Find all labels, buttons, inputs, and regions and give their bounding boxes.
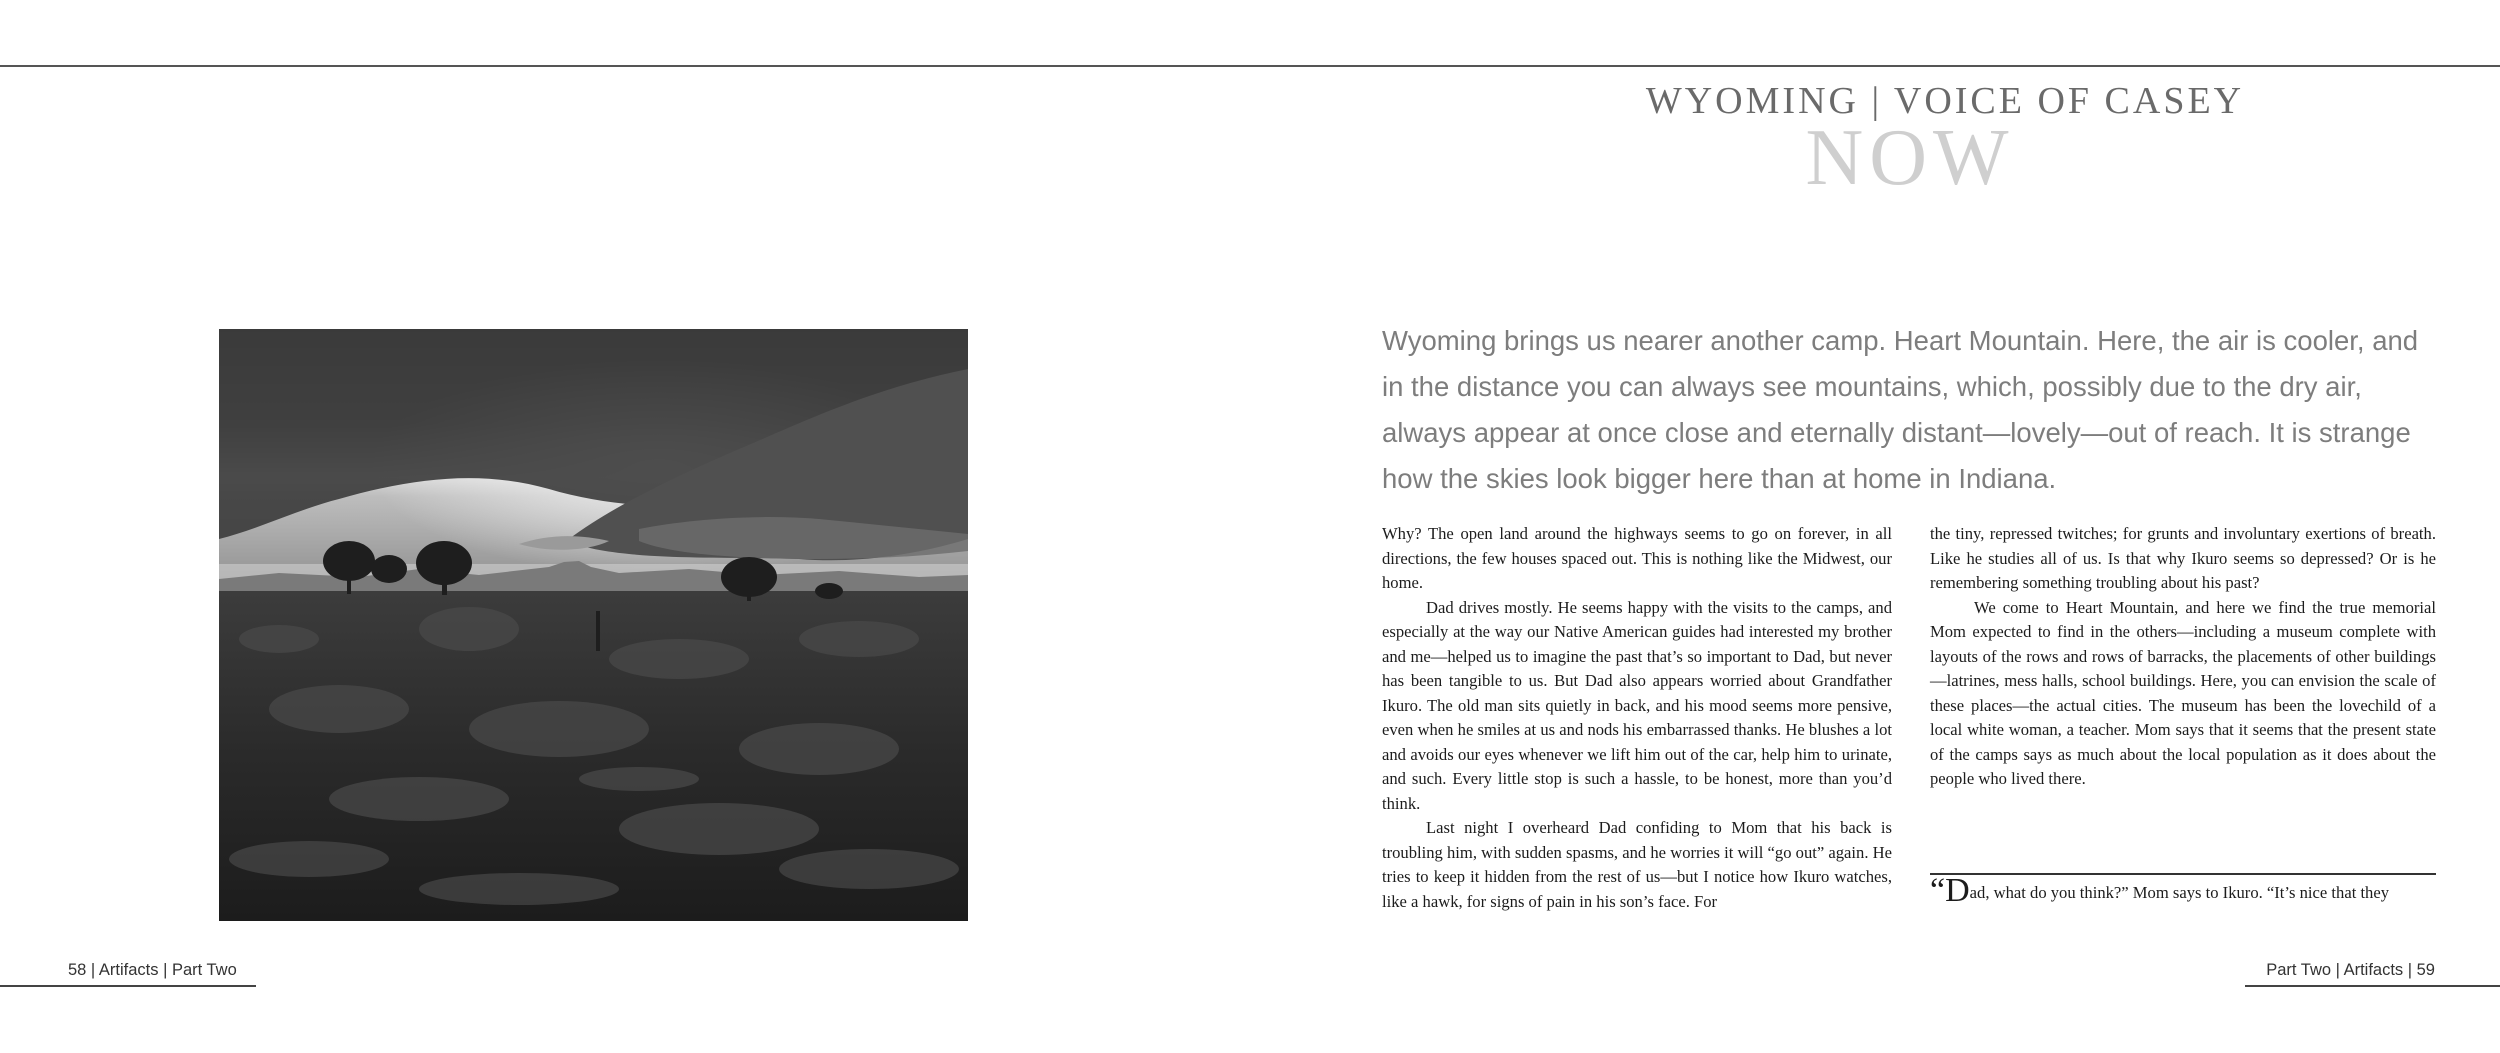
folio-left: 58 | Artifacts | Part Two bbox=[68, 961, 237, 979]
body-paragraph: Dad drives mostly. He seems happy with the visits to the camps, and especially at the way our Native American guides had interested my brother and me—helped us to imagine the past that’s so important to Dad, but never has been tangible to us. But Dad also appears worried about Grandfather Ikuro. The old man sits quietly in back, and his mood seems more pensive, even when he smiles at us and nods his embarrassed thanks. He blushes a lot and avoids our eyes whenever we lift him out of the car, help him to urinate, and such. Every little stop is such a hassle, to be honest, more than you’d think. bbox=[1382, 597, 1892, 813]
pull-quote-rule bbox=[1930, 873, 2436, 875]
footer-rule-left bbox=[0, 985, 256, 987]
pull-quote bbox=[1930, 872, 2440, 909]
section-kicker: WYOMING | VOICE OF CASEY bbox=[1645, 80, 2245, 122]
body-column-right bbox=[1930, 522, 2436, 792]
folio-right: Part Two | Artifacts | 59 bbox=[2266, 961, 2435, 979]
lede-paragraph: Wyoming brings us nearer another camp. Heart Mountain. Here, the air is cooler, and in the distance you can always see mountains, which, possibly due to the dry air, always appear at once close and eternally distant—lovely—out of reach. It is strange how the skies look bigger here than at home in Indiana. bbox=[1382, 325, 2419, 494]
body-paragraph: Why? The open land around the highways seems to go on forever, in all directions, the few houses spaced out. This is nothing like the Midwest, our home. bbox=[1382, 524, 1892, 592]
section-title: NOW bbox=[1805, 114, 2015, 202]
footer-rule-right bbox=[2245, 985, 2500, 987]
top-rule bbox=[0, 65, 2500, 67]
body-paragraph: the tiny, repressed twitches; for grunts and involuntary exertions of breath. Like he studies all of us. Is that why Ikuro seems so depressed? Or is he remembering something troubling about his past? bbox=[1930, 524, 2436, 592]
body-column-left bbox=[1382, 522, 1892, 914]
landscape-photo bbox=[219, 329, 968, 921]
pull-quote-dropcap: “D bbox=[1930, 872, 1970, 909]
body-paragraph: Last night I overheard Dad confiding to Mom that his back is troubling him, with sudden spasms, and he worries it will “go out” again. He tries to keep it hidden from the rest of us—but I notice how Ikuro watches, like a hawk, for signs of pain in his son’s face. For bbox=[1382, 818, 1892, 911]
section-header bbox=[1380, 78, 2440, 202]
pull-quote-text: ad, what do you think?” Mom says to Ikuro. “It’s nice that they bbox=[1969, 883, 2390, 902]
body-paragraph: We come to Heart Mountain, and here we find the true memorial Mom expected to find in the others—including a museum complete with layouts of the rows and rows of barracks, the placements of other buildings—latrines, mess halls, school buildings. Here, you can envision the scale of these places—the actual cities. The museum has been the lovechild of a local white woman, a teacher. Mom says that it seems that the present state of the camps says as much about the local population as it does about the people who lived there. bbox=[1930, 597, 2436, 788]
